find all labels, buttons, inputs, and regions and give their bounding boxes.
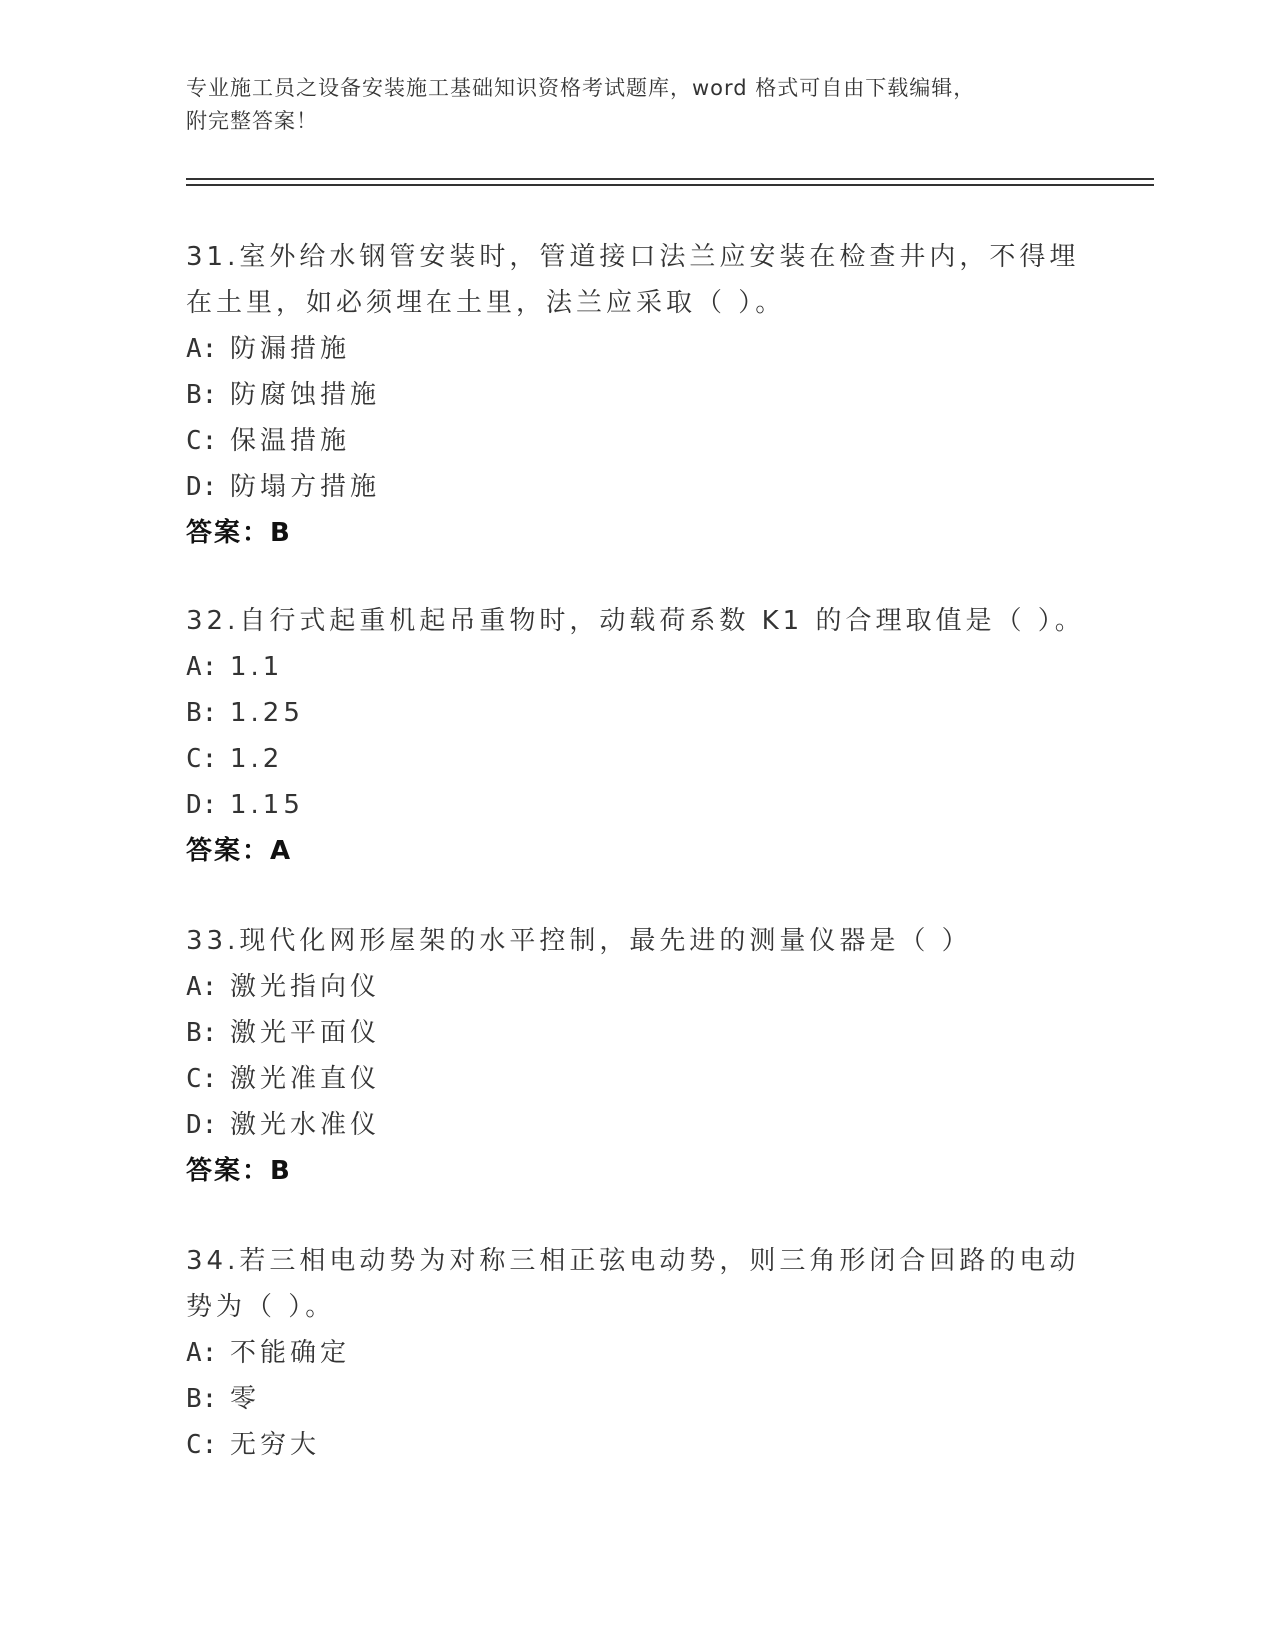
- header-divider-bottom: [186, 184, 1154, 186]
- option-d: [186, 1102, 1086, 1148]
- header-line-2: 附完整答案！: [186, 109, 318, 133]
- option-a: [186, 964, 1086, 1010]
- answer-line: 答案：B: [186, 518, 292, 548]
- answer-line: 答案：A: [186, 836, 293, 866]
- question-33: [186, 918, 1086, 1194]
- answer-line: 答案：B: [186, 1156, 292, 1186]
- document-header: [186, 72, 1086, 138]
- option-a: [186, 1330, 1086, 1376]
- option-text: 1.2: [230, 744, 284, 774]
- option-b: [186, 1010, 1086, 1056]
- question-34: [186, 1238, 1086, 1468]
- question-stem: 34.若三相电动势为对称三相正弦电动势，则三角形闭合回路的电动势为（ ）。: [186, 1246, 1080, 1322]
- question-31: [186, 234, 1086, 556]
- option-key: A:: [186, 1338, 218, 1368]
- option-d: [186, 782, 1086, 828]
- option-text: 零: [230, 1384, 261, 1414]
- question-stem: 33.现代化网形屋架的水平控制，最先进的测量仪器是（ ）: [186, 926, 972, 956]
- question-stem: 31.室外给水钢管安装时，管道接口法兰应安装在检查井内，不得埋在土里，如必须埋在土里，法兰应采取（ ）。: [186, 242, 1080, 318]
- option-key: B:: [186, 1384, 218, 1414]
- option-key: C:: [186, 1064, 218, 1094]
- option-b: [186, 1376, 1086, 1422]
- option-c: [186, 418, 1086, 464]
- option-key: C:: [186, 744, 218, 774]
- option-key: A:: [186, 652, 218, 682]
- option-text: 防塌方措施: [230, 472, 381, 502]
- option-c: [186, 736, 1086, 782]
- option-text: 防腐蚀措施: [230, 380, 381, 410]
- option-text: 激光平面仪: [230, 1018, 381, 1048]
- question-stem: 32.自行式起重机起吊重物时，动载荷系数 K1 的合理取值是（ ）。: [186, 606, 1085, 636]
- option-text: 1.1: [230, 652, 284, 682]
- option-text: 激光水准仪: [230, 1110, 381, 1140]
- option-key: C:: [186, 426, 218, 456]
- option-text: 激光准直仪: [230, 1064, 381, 1094]
- option-key: B:: [186, 380, 218, 410]
- option-text: 激光指向仪: [230, 972, 381, 1002]
- option-key: D:: [186, 472, 218, 502]
- option-a: [186, 644, 1086, 690]
- header-divider-top: [186, 178, 1154, 180]
- option-d: [186, 464, 1086, 510]
- question-32: [186, 598, 1086, 874]
- option-key: D:: [186, 790, 218, 820]
- option-c: [186, 1056, 1086, 1102]
- header-line-1: 专业施工员之设备安装施工基础知识资格考试题库，word 格式可自由下载编辑，: [186, 76, 976, 100]
- option-text: 1.25: [230, 698, 304, 728]
- option-text: 不能确定: [230, 1338, 351, 1368]
- option-b: [186, 372, 1086, 418]
- option-c: [186, 1422, 1086, 1468]
- option-text: 1.15: [230, 790, 304, 820]
- option-b: [186, 690, 1086, 736]
- option-text: 保温措施: [230, 426, 351, 456]
- option-key: A:: [186, 972, 218, 1002]
- option-text: 防漏措施: [230, 334, 351, 364]
- option-key: B:: [186, 1018, 218, 1048]
- option-key: D:: [186, 1110, 218, 1140]
- option-a: [186, 326, 1086, 372]
- option-key: A:: [186, 334, 218, 364]
- option-text: 无穷大: [230, 1430, 321, 1460]
- option-key: C:: [186, 1430, 218, 1460]
- option-key: B:: [186, 698, 218, 728]
